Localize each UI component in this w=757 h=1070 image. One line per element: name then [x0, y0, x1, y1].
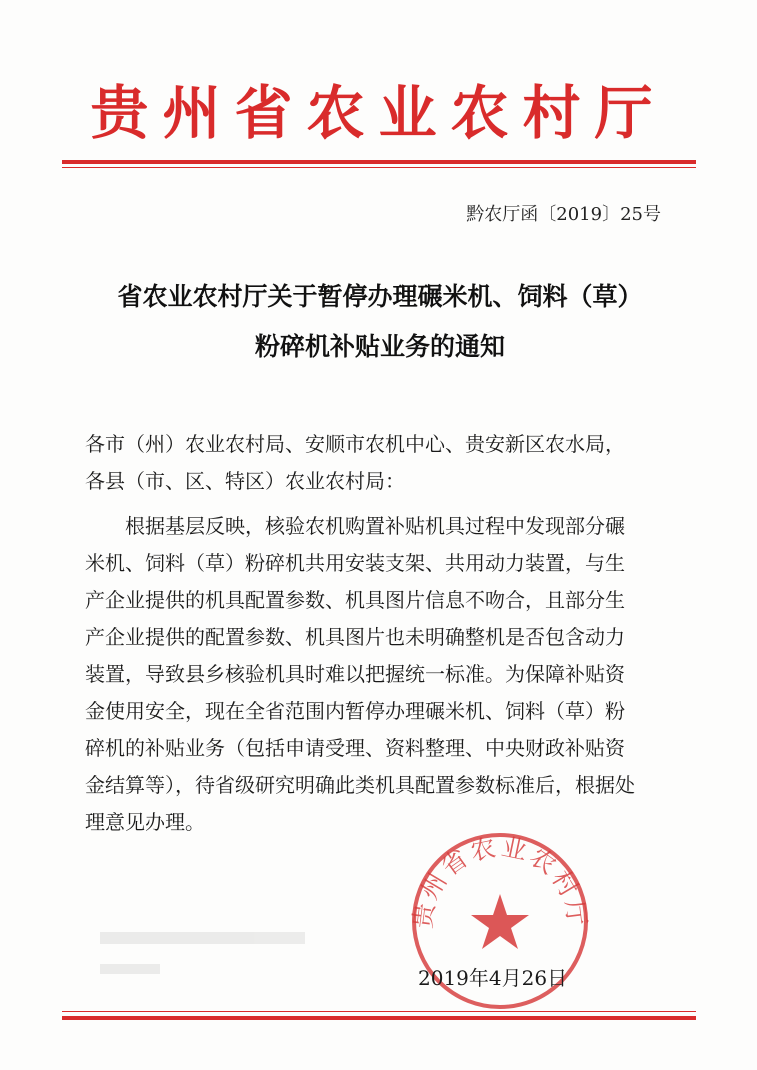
body-line: 米机、饲料（草）粉碎机共用安装支架、共用动力装置，与生 — [85, 551, 625, 575]
body-line: 装置，导致县乡核验机具时难以把握统一标准。为保障补贴资 — [85, 662, 625, 686]
body-line: 金结算等），待省级研究明确此类机具配置参数标准后，根据处 — [85, 773, 635, 797]
body-line: 金使用安全，现在全省范围内暂停办理碾米机、饲料（草）粉 — [85, 699, 625, 723]
title-line-1: 省农业农村厅关于暂停办理碾米机、饲料（草） — [117, 282, 643, 311]
addressee-line-1: 各市（州）农业农村局、安顺市农机中心、贵安新区农水局， — [85, 432, 625, 456]
body-paragraph — [85, 508, 675, 841]
body-line: 碎机的补贴业务（包括申请受理、资料整理、中央财政补贴资 — [85, 736, 625, 760]
footer-rule-thin — [62, 1011, 696, 1012]
body-line: 产企业提供的配置参数、机具图片也未明确整机是否包含动力 — [85, 625, 625, 649]
footer-rule-thick — [62, 1016, 696, 1020]
addressee-line-2: 各县（市、区、特区）农业农村局： — [85, 469, 405, 493]
document-number: 黔农厅函〔2019〕25号 — [466, 204, 661, 225]
letterhead-rule-thin — [62, 167, 696, 168]
svg-text:贵州省农业农村厅: 贵州省农业农村厅 — [407, 832, 593, 931]
star-icon — [471, 894, 529, 949]
issue-date: 2019年4月26日 — [418, 966, 568, 990]
faint-bleedthrough — [100, 926, 320, 976]
letterhead-title: 贵州省农业农村厅 — [90, 79, 667, 147]
document-title — [70, 272, 690, 372]
body-line: 产企业提供的机具配置参数、机具图片信息不吻合，且部分生 — [85, 588, 625, 612]
body-line: 根据基层反映，核验农机购置补贴机具过程中发现部分碾 — [125, 514, 625, 538]
addressee — [85, 426, 685, 500]
body-line: 理意见办理。 — [85, 810, 205, 834]
letterhead-rule-thick — [62, 160, 696, 164]
title-line-2: 粉碎机补贴业务的通知 — [254, 332, 505, 361]
